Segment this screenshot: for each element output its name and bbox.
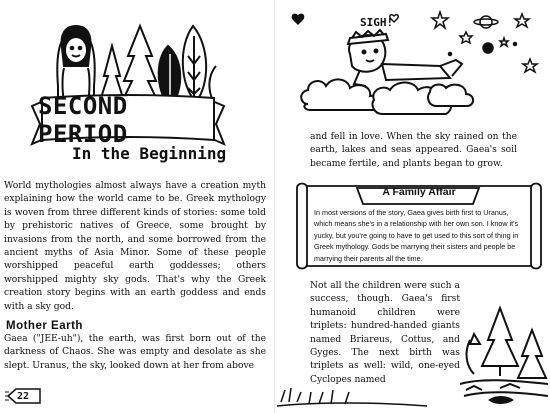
page-number: 22 (16, 390, 30, 402)
landscape-illustration (460, 300, 548, 410)
chapter-title: SECOND PERIOD (38, 92, 128, 148)
sidebar-box (300, 184, 538, 266)
sky-god-figure (348, 30, 462, 86)
sigh-text: SIGH! (360, 16, 394, 29)
section-paragraph: Gaea ("JEE-uh"), the earth, was first born out of the darkness of Chaos. She was empty and desolate as she slept. Uranus, the sky, looked down at her from above (4, 334, 266, 371)
cloud-illustration (301, 79, 473, 114)
sidebar-text: In most versions of the story, Gaea gives birth first to Uranus, which means she's in a relationship with her own son. I know it's yucky, but you're going to have to get used to this sort of thing in Greek mythology. Gods be marrying their sisters and people be marrying their parents all the time. (314, 208, 519, 263)
closing-paragraph: Not all the children were such a success, though. Gaea's first humanoid children were triplets: hundred-handed giants named Briareus, Cottus, and Gyges. The next birth was triplets as well: wild, one-eyed Cyclopes named (310, 281, 460, 385)
sidebar-title: A Family Affair (382, 186, 456, 198)
section-heading: Mother Earth (6, 320, 83, 332)
right-page (275, 0, 550, 413)
stars-decoration (292, 12, 537, 72)
continuation-paragraph: and fell in love. When the sky rained on the earth, lakes and seas appeared. Gaea's soil became fertile, and plants began to grow. (310, 132, 517, 169)
intro-paragraph: World mythologies almost always have a creation myth explaining how the world came to be. Greek mythology is woven from three different kinds of stories: some told by prehistoric natives of Greece, some brought by invasions from the north, and some borrowed from the ancient myths of Asia Minor. Some of these people worshipped peaceful earth goddesses; others worshipped mighty sky gods. That's why the Greek creation story begins with an earth goddess and ends with a sky god. (4, 181, 266, 312)
grass-illustration (277, 352, 427, 410)
girl-illustration (57, 26, 94, 101)
sky-god-illustration (290, 4, 548, 129)
chapter-subtitle: In the Beginning (72, 144, 227, 163)
